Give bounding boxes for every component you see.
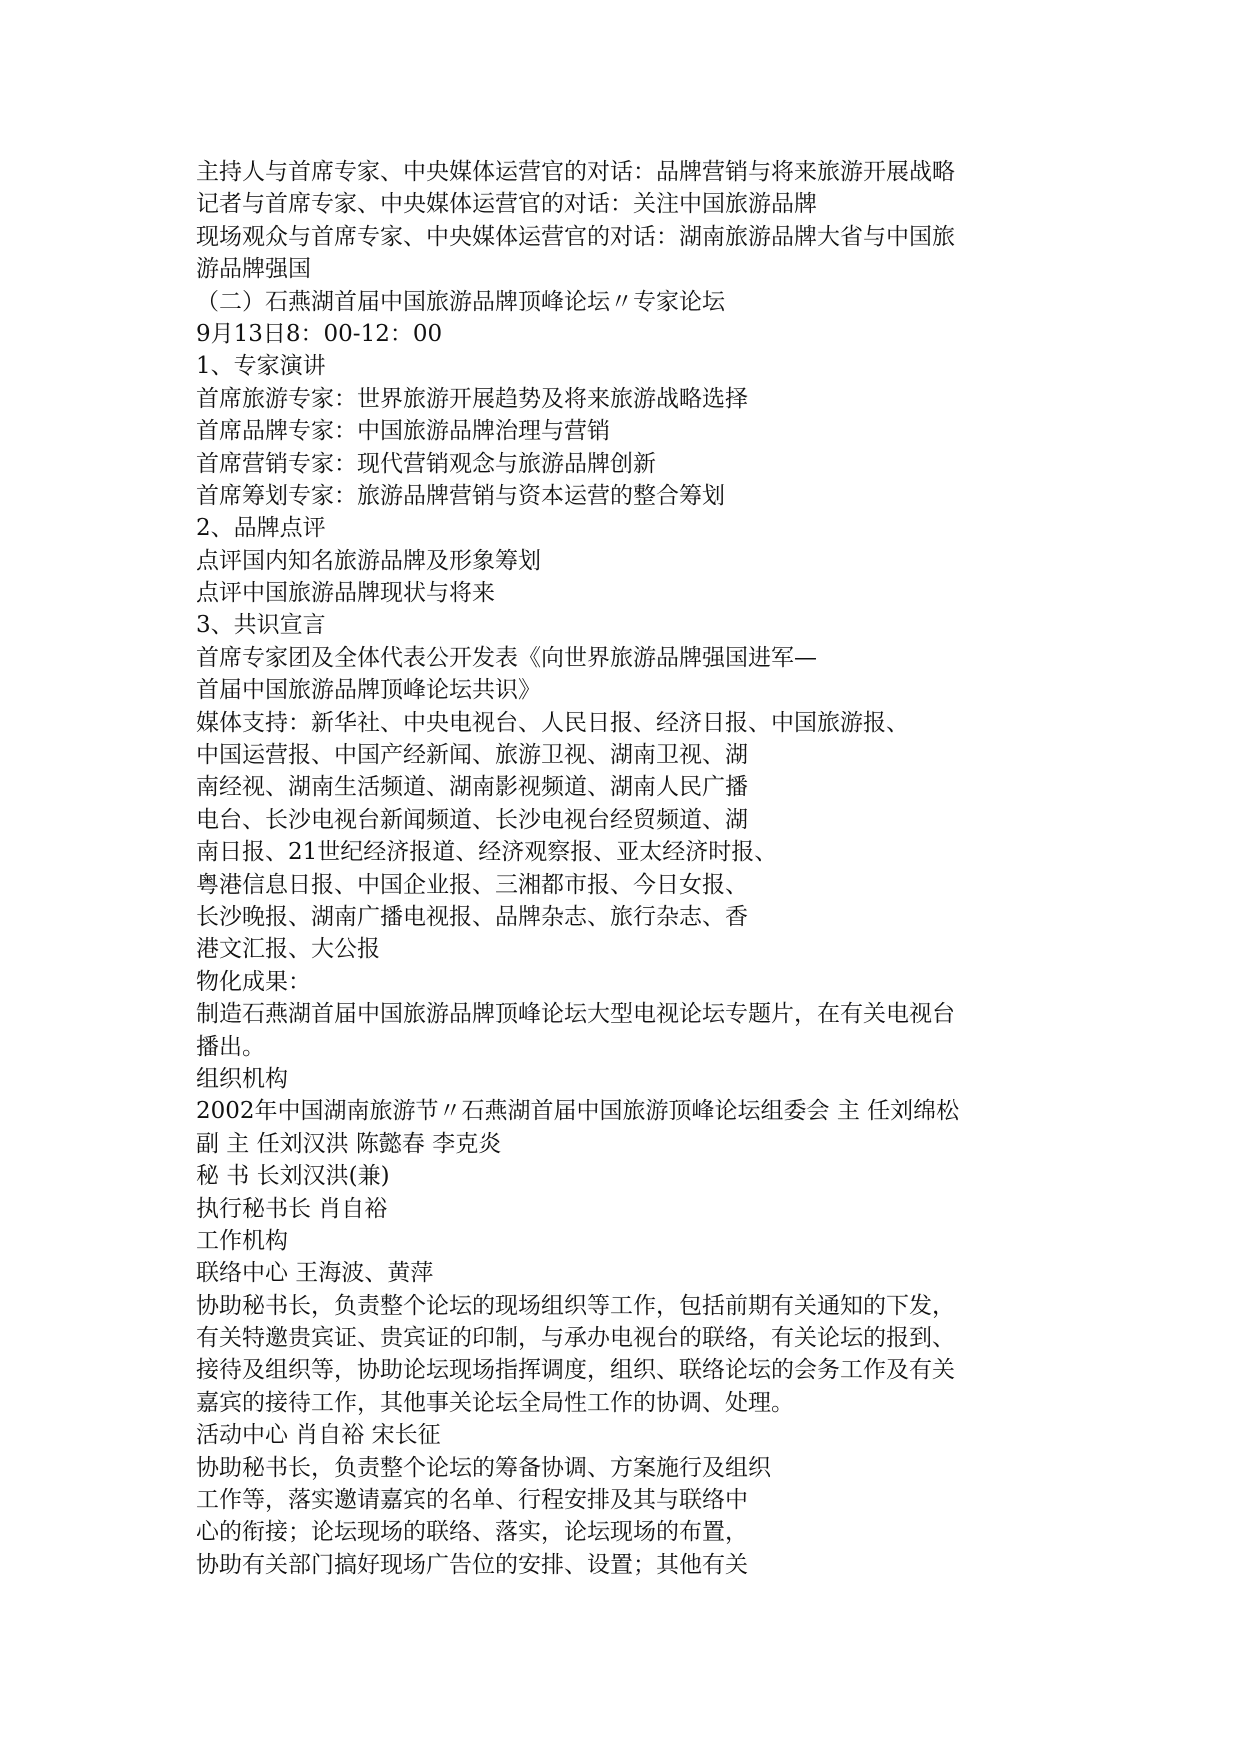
text-line: 2002年中国湖南旅游节〃石燕湖首届中国旅游顶峰论坛组委会 主 任刘绵松 — [196, 1098, 960, 1125]
document-body — [196, 156, 1076, 1581]
text-line: 接待及组织等，协助论坛现场指挥调度，组织、联络论坛的会务工作及有关 — [196, 1357, 955, 1384]
text-line: 制造石燕湖首届中国旅游品牌顶峰论坛大型电视论坛专题片，在有关电视台 — [196, 1001, 955, 1028]
text-line: 播出。 — [196, 1033, 265, 1060]
text-line: 首席旅游专家：世界旅游开展趋势及将来旅游战略选择 — [196, 385, 748, 412]
text-line: 首席专家团及全体代表公开发表《向世界旅游品牌强国进军— — [196, 644, 817, 671]
text-line: 中国运营报、中国产经新闻、旅游卫视、湖南卫视、湖 — [196, 742, 748, 769]
text-line: 点评中国旅游品牌现状与将来 — [196, 580, 495, 607]
text-line: 南日报、21世纪经济报道、经济观察报、亚太经济时报、 — [196, 839, 778, 866]
text-line: 首席营销专家：现代营销观念与旅游品牌创新 — [196, 450, 656, 477]
date-time-line: 9月13日8：00-12：00 — [196, 320, 443, 347]
text-line: 协助秘书长，负责整个论坛的现场组织等工作，包括前期有关通知的下发， — [196, 1292, 955, 1319]
text-line: 首席筹划专家：旅游品牌营销与资本运营的整合筹划 — [196, 482, 725, 509]
text-line: 秘 书 长刘汉洪(兼) — [196, 1163, 390, 1190]
text-line: 物化成果： — [196, 968, 311, 995]
text-line: 首席品牌专家：中国旅游品牌治理与营销 — [196, 418, 610, 445]
text-line: 活动中心 肖自裕 宋长征 — [196, 1422, 441, 1449]
text-line: 执行秘书长 肖自裕 — [196, 1195, 388, 1222]
text-line: 协助有关部门搞好现场广告位的安排、设置；其他有关 — [196, 1551, 748, 1578]
text-line: 游品牌强国 — [196, 256, 311, 283]
subheading: 2、品牌点评 — [196, 515, 326, 542]
text-line: 电台、长沙电视台新闻频道、长沙电视台经贸频道、湖 — [196, 806, 748, 833]
text-line: 首届中国旅游品牌顶峰论坛共识》 — [196, 677, 541, 704]
text-line: 副 主 任刘汉洪 陈懿春 李克炎 — [196, 1130, 502, 1157]
text-line: 长沙晚报、湖南广播电视报、品牌杂志、旅行杂志、香 — [196, 903, 748, 930]
text-line: 媒体支持：新华社、中央电视台、人民日报、经济日报、中国旅游报、 — [196, 709, 909, 736]
text-line: 记者与首席专家、中央媒体运营官的对话：关注中国旅游品牌 — [196, 191, 817, 218]
text-line: 港文汇报、大公报 — [196, 936, 380, 963]
subheading: 3、共识宣言 — [196, 612, 326, 639]
text-line: 嘉宾的接待工作，其他事关论坛全局性工作的协调、处理。 — [196, 1389, 794, 1416]
text-line: 工作等，落实邀请嘉宾的名单、行程安排及其与联络中 — [196, 1487, 748, 1514]
text-line: 南经视、湖南生活频道、湖南影视频道、湖南人民广播 — [196, 774, 748, 801]
section-heading: 组织机构 — [196, 1065, 288, 1092]
text-line: 有关特邀贵宾证、贵宾证的印制，与承办电视台的联络，有关论坛的报到、 — [196, 1325, 955, 1352]
subheading: 1、专家演讲 — [196, 353, 326, 380]
text-line: 点评国内知名旅游品牌及形象筹划 — [196, 547, 541, 574]
section-heading: 工作机构 — [196, 1227, 288, 1254]
text-line: 现场观众与首席专家、中央媒体运营官的对话：湖南旅游品牌大省与中国旅 — [196, 223, 955, 250]
text-line: 协助秘书长，负责整个论坛的筹备协调、方案施行及组织 — [196, 1454, 771, 1481]
text-line: 心的衔接；论坛现场的联络、落实，论坛现场的布置， — [196, 1519, 748, 1546]
text-line: 联络中心 王海波、黄萍 — [196, 1260, 434, 1287]
text-line: 主持人与首席专家、中央媒体运营官的对话：品牌营销与将来旅游开展战略 — [196, 159, 955, 185]
text-line: 粤港信息日报、中国企业报、三湘都市报、今日女报、 — [196, 871, 748, 898]
section-heading: （二）石燕湖首届中国旅游品牌顶峰论坛〃专家论坛 — [196, 288, 725, 315]
